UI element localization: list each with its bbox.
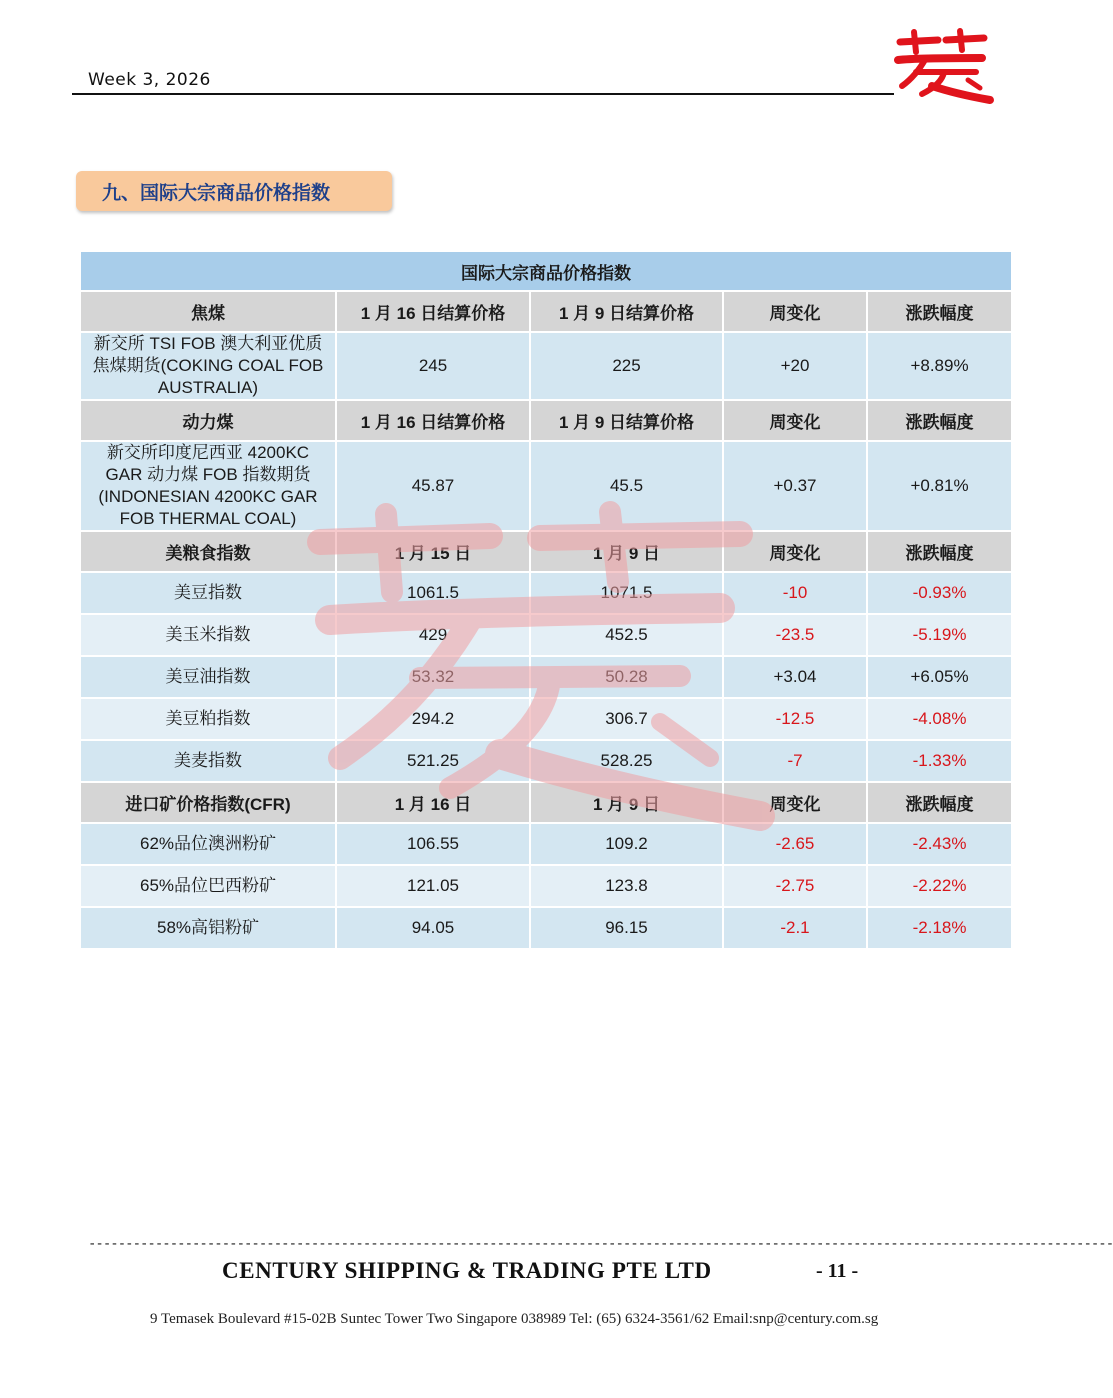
table-cell-change: +0.37 — [724, 442, 868, 532]
company-logo-icon — [886, 28, 996, 106]
table-cell-pct: -5.19% — [868, 615, 1011, 657]
table-row — [81, 615, 1011, 657]
table-cell-previous: 123.8 — [531, 866, 724, 908]
table-cell-pct: -1.33% — [868, 741, 1011, 783]
table-cell-pct: -2.22% — [868, 866, 1011, 908]
table-header-cell: 1 月 15 日 — [337, 532, 531, 573]
table-row — [81, 741, 1011, 783]
table-header-cell: 1 月 9 日结算价格 — [531, 401, 724, 442]
table-row — [81, 573, 1011, 615]
table-cell-current: 1061.5 — [337, 573, 531, 615]
table-row — [81, 866, 1011, 908]
table-cell-change: -2.1 — [724, 908, 868, 950]
table-cell-pct: -4.08% — [868, 699, 1011, 741]
table-cell-current: 53.32 — [337, 657, 531, 699]
table-header-cell: 涨跌幅度 — [868, 532, 1011, 573]
footer-company-name: CENTURY SHIPPING & TRADING PTE LTD — [222, 1258, 712, 1283]
table-row — [81, 908, 1011, 950]
table-cell-change: -2.75 — [724, 866, 868, 908]
table-header-cell: 涨跌幅度 — [868, 292, 1011, 333]
table-cell-name: 新交所印度尼西亚 4200KC GAR 动力煤 FOB 指数期货(INDONESIAN 4200KC GAR FOB THERMAL COAL) — [81, 442, 337, 532]
table-row — [81, 657, 1011, 699]
table-cell-name: 美豆粕指数 — [81, 699, 337, 741]
footer-page-number: - 11 - — [816, 1260, 859, 1282]
table-cell-change: -10 — [724, 573, 868, 615]
table-cell-pct: -2.43% — [868, 824, 1011, 866]
table-cell-name: 新交所 TSI FOB 澳大利亚优质焦煤期货(COKING COAL FOB AUSTRALIA) — [81, 333, 337, 401]
table-cell-change: -23.5 — [724, 615, 868, 657]
header-week-label: Week 3, 2026 — [88, 70, 211, 90]
table-header-cell: 周变化 — [724, 532, 868, 573]
table-cell-change: +3.04 — [724, 657, 868, 699]
table-cell-previous: 306.7 — [531, 699, 724, 741]
table-header-cell: 涨跌幅度 — [868, 401, 1011, 442]
table-cell-name: 65%品位巴西粉矿 — [81, 866, 337, 908]
table-header-cell: 1 月 16 日结算价格 — [337, 292, 531, 333]
table-group-header — [81, 401, 1011, 442]
table-group-header — [81, 783, 1011, 824]
table-row — [81, 333, 1011, 401]
table-cell-name: 美玉米指数 — [81, 615, 337, 657]
table-cell-previous: 225 — [531, 333, 724, 401]
table-cell-previous: 50.28 — [531, 657, 724, 699]
table-cell-change: -7 — [724, 741, 868, 783]
table-cell-change: -12.5 — [724, 699, 868, 741]
table-cell-change: +20 — [724, 333, 868, 401]
table-header-cell: 周变化 — [724, 401, 868, 442]
table-header-cell: 周变化 — [724, 292, 868, 333]
table-cell-previous: 45.5 — [531, 442, 724, 532]
table-header-cell: 1 月 9 日结算价格 — [531, 292, 724, 333]
table-cell-current: 121.05 — [337, 866, 531, 908]
table-cell-current: 521.25 — [337, 741, 531, 783]
table-cell-current: 106.55 — [337, 824, 531, 866]
table-group-header — [81, 532, 1011, 573]
table-cell-current: 94.05 — [337, 908, 531, 950]
table-cell-pct: +6.05% — [868, 657, 1011, 699]
table-cell-previous: 1071.5 — [531, 573, 724, 615]
table-cell-current: 429 — [337, 615, 531, 657]
table-cell-previous: 528.25 — [531, 741, 724, 783]
commodity-price-table — [81, 252, 1011, 950]
table-cell-change: -2.65 — [724, 824, 868, 866]
table-header-cell: 动力煤 — [81, 401, 337, 442]
table-cell-name: 58%高铝粉矿 — [81, 908, 337, 950]
footer-address: 9 Temasek Boulevard #15-02B Suntec Tower Two Singapore 038989 Tel: (65) 6324-3561/62 Email:snp@century.com.sg — [150, 1311, 879, 1327]
table-group-header — [81, 292, 1011, 333]
table-header-cell: 周变化 — [724, 783, 868, 824]
table-header-cell: 进口矿价格指数(CFR) — [81, 783, 337, 824]
table-row — [81, 699, 1011, 741]
section-title-badge: 九、国际大宗商品价格指数 — [76, 171, 392, 211]
footer-dashed-divider: ------------------------------------------------------------------------------------------------------------------------------------------ — [88, 1236, 1113, 1252]
table-title: 国际大宗商品价格指数 — [81, 252, 1011, 292]
table-cell-previous: 452.5 — [531, 615, 724, 657]
table-cell-pct: +0.81% — [868, 442, 1011, 532]
table-cell-name: 美豆指数 — [81, 573, 337, 615]
table-row — [81, 442, 1011, 532]
table-cell-previous: 96.15 — [531, 908, 724, 950]
table-header-cell: 焦煤 — [81, 292, 337, 333]
table-cell-pct: -2.18% — [868, 908, 1011, 950]
table-header-cell: 1 月 16 日 — [337, 783, 531, 824]
table-cell-pct: +8.89% — [868, 333, 1011, 401]
table-header-cell: 美粮食指数 — [81, 532, 337, 573]
table-cell-current: 245 — [337, 333, 531, 401]
table-cell-name: 美麦指数 — [81, 741, 337, 783]
table-header-cell: 1 月 9 日 — [531, 532, 724, 573]
table-cell-name: 62%品位澳洲粉矿 — [81, 824, 337, 866]
table-header-cell: 1 月 16 日结算价格 — [337, 401, 531, 442]
table-header-cell: 1 月 9 日 — [531, 783, 724, 824]
table-cell-current: 45.87 — [337, 442, 531, 532]
header-rule — [72, 93, 894, 95]
table-cell-current: 294.2 — [337, 699, 531, 741]
table-row — [81, 824, 1011, 866]
table-cell-previous: 109.2 — [531, 824, 724, 866]
table-cell-pct: -0.93% — [868, 573, 1011, 615]
table-header-cell: 涨跌幅度 — [868, 783, 1011, 824]
table-cell-name: 美豆油指数 — [81, 657, 337, 699]
